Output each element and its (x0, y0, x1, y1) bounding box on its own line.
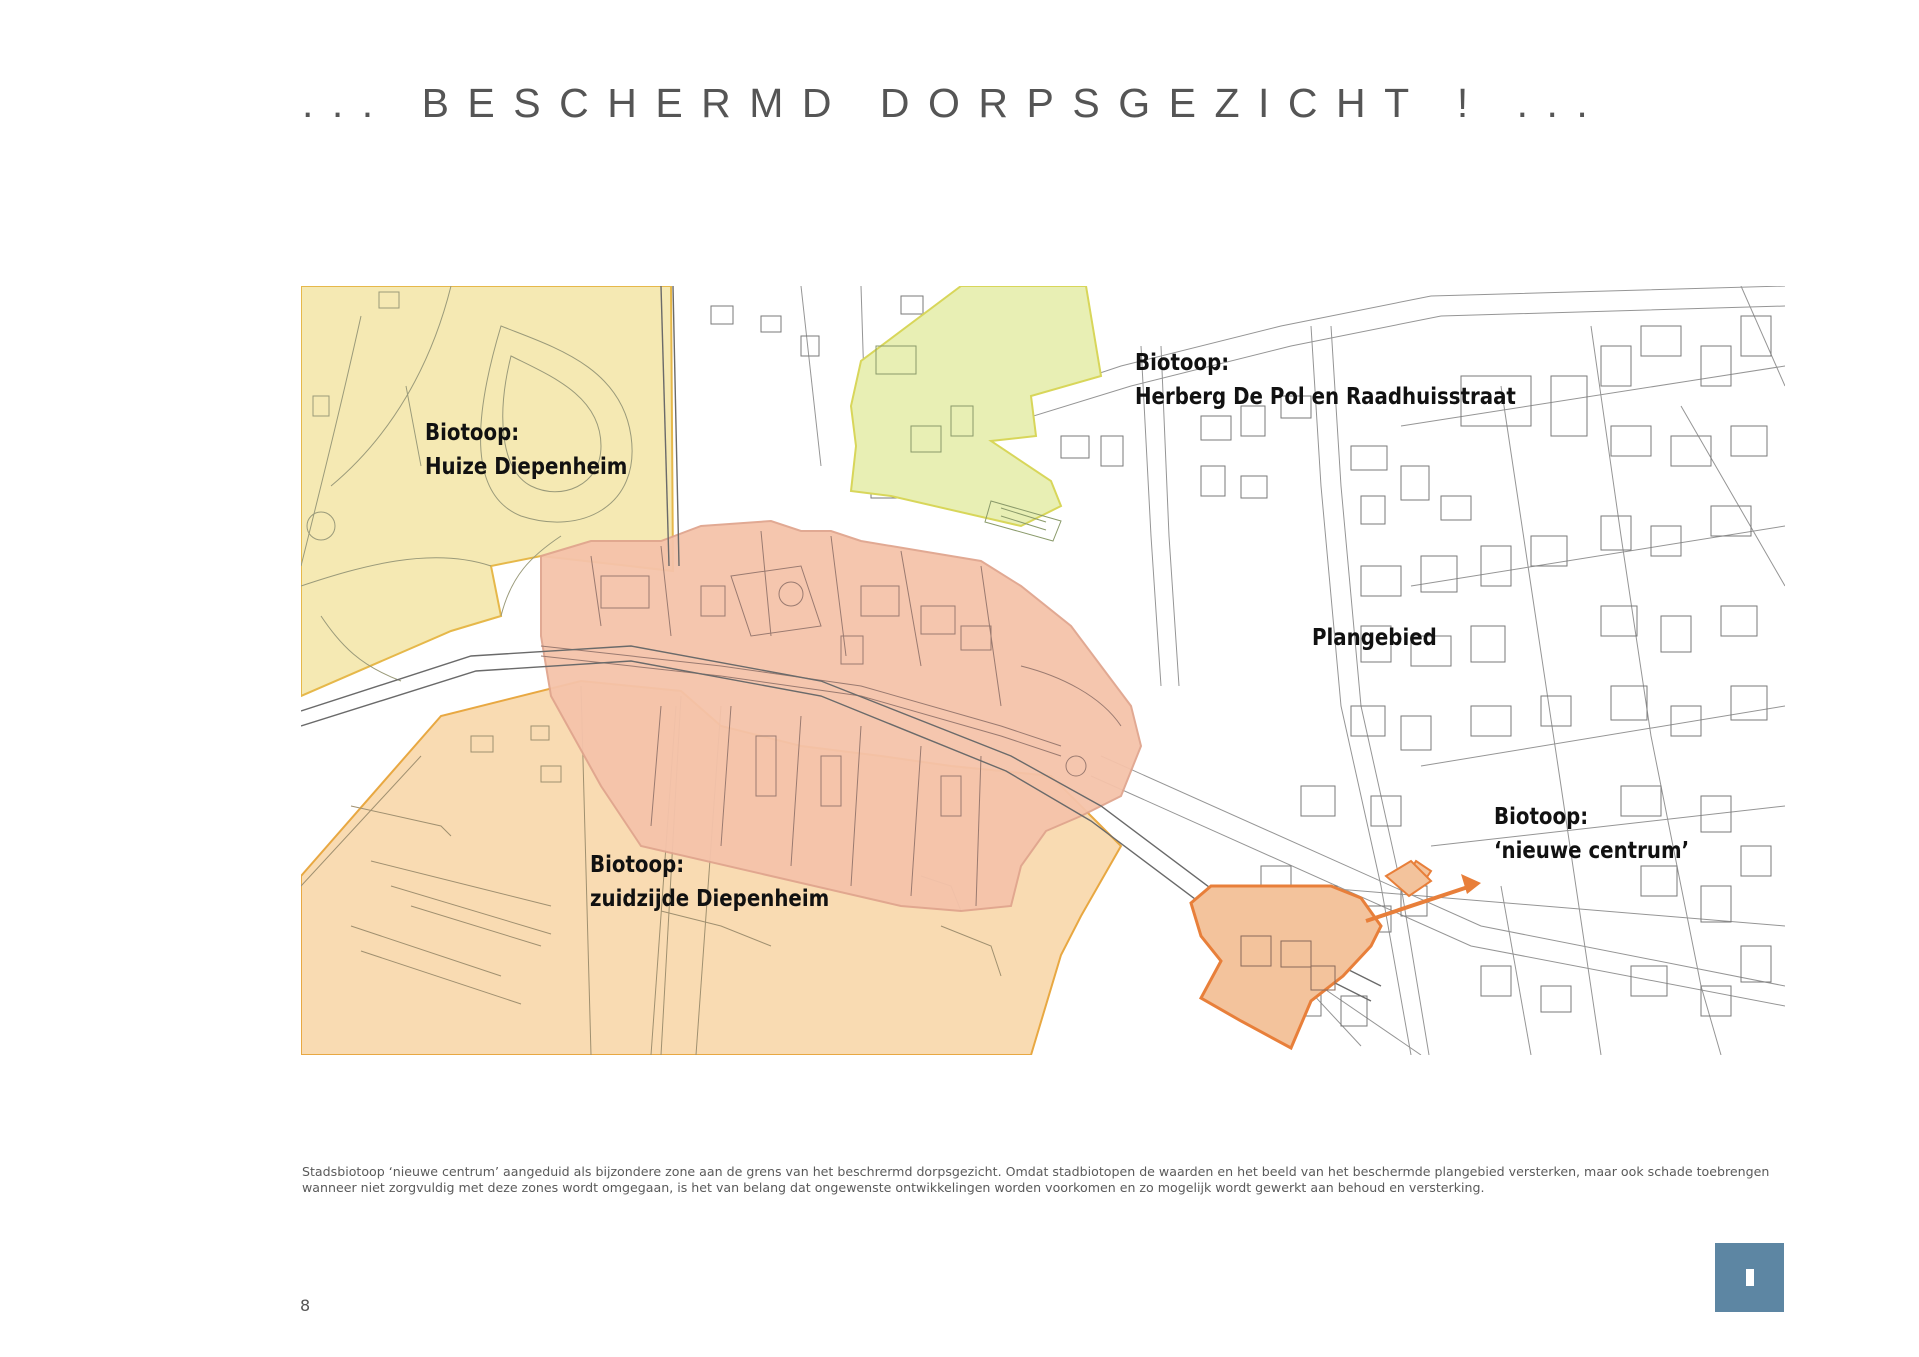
label-herberg-de-pol: Biotoop: Herberg De Pol en Raadhuisstraat (1135, 350, 1516, 410)
page-number: 8 (300, 1296, 311, 1315)
map (301, 286, 1785, 1055)
label-zuidzijde-diepenheim: Biotoop: zuidzijde Diepenheim (590, 852, 830, 912)
cadastral-map-drawing (301, 286, 1785, 1055)
label-nieuwe-centrum: Biotoop: ‘nieuwe centrum’ (1494, 804, 1690, 864)
label-huize-diepenheim: Biotoop: Huize Diepenheim (425, 420, 628, 480)
page-marker (1715, 1243, 1784, 1312)
map-caption: Stadsbiotoop ‘nieuwe centrum’ aangeduid als bijzondere zone aan de grens van het beschrermd dorpsgezicht. Omdat stadbiotopen de waarden en het beeld van het beschermde plangebied versterken, maar ook schade toebrengen wanneer niet zorgvuldig met deze zones wordt omgegaan, is het van belang dat ongewenste ontwikkelingen worden voorkomen en zo mogelijk wordt gewerkt aan behoud en versterking. (302, 1164, 1770, 1195)
page-marker-bar (1746, 1269, 1754, 1286)
label-plangebied: Plangebied (1312, 625, 1437, 651)
page-title: ... BESCHERMD DORPSGEZICHT ! ... (302, 80, 1607, 126)
